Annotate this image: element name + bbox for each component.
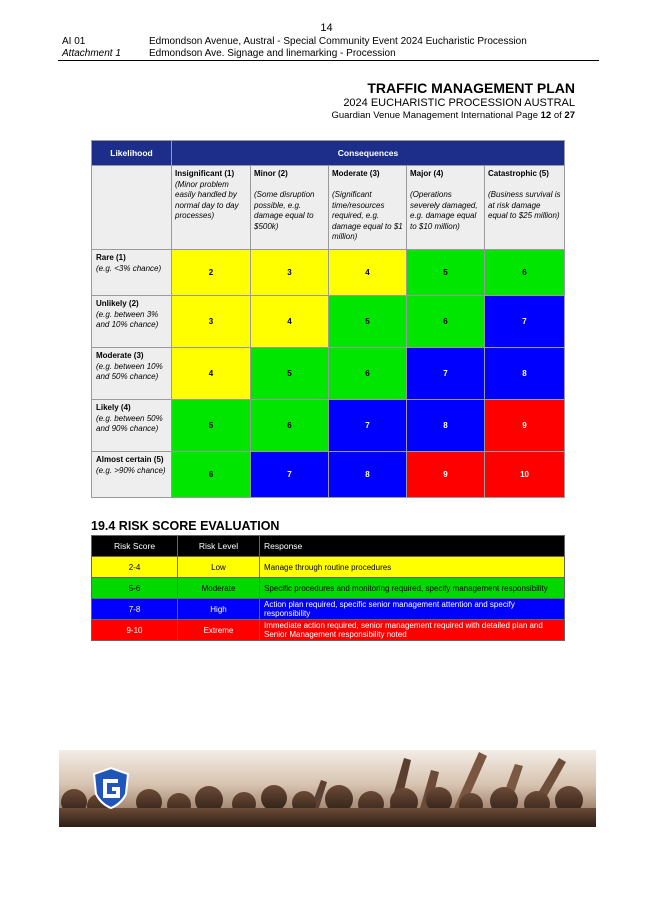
likelihood-unlikely	[92, 296, 172, 348]
consequence-5	[485, 166, 565, 250]
likelihood-name: Almost certain (5)	[96, 455, 164, 464]
matrix-cell: 6	[251, 400, 329, 452]
likelihood-name: Rare (1)	[96, 253, 126, 262]
matrix-cell: 3	[172, 296, 251, 348]
consequence-2	[251, 166, 329, 250]
likelihood-name: Likely (4)	[96, 403, 131, 412]
matrix-cell: 8	[407, 400, 485, 452]
header-divider	[58, 60, 599, 61]
consequence-desc: (Business survival is at risk damage equal to $25 million)	[488, 190, 561, 220]
matrix-cell: 6	[407, 296, 485, 348]
matrix-cell: 6	[172, 452, 251, 498]
consequence-1	[172, 166, 251, 250]
risk-matrix	[91, 140, 565, 498]
header-left	[62, 36, 121, 60]
plan-title: TRAFFIC MANAGEMENT PLAN	[367, 80, 575, 96]
plan-of: of	[553, 110, 562, 121]
matrix-cell: 5	[251, 348, 329, 400]
header-line-2: Edmondson Ave. Signage and linemarking - Procession	[149, 48, 396, 59]
header-ref: AI 01	[62, 36, 86, 47]
matrix-cell: 7	[485, 296, 565, 348]
matrix-cell: 6	[485, 250, 565, 296]
header-right	[149, 36, 527, 60]
consequence-desc: (Operations severely damaged, e.g. damage equal to $10 million)	[410, 190, 478, 231]
matrix-cell: 4	[251, 296, 329, 348]
plan-title-block	[331, 80, 575, 122]
risk-score-cell: 5-6	[92, 578, 178, 599]
consequence-name: Minor (2)	[254, 169, 288, 178]
table-row	[92, 599, 565, 620]
risk-score-table	[91, 535, 565, 641]
plan-subtitle: 2024 EUCHARISTIC PROCESSION AUSTRAL	[343, 97, 575, 109]
likelihood-name: Unlikely (2)	[96, 299, 139, 308]
consequence-desc: (Minor problem easily handled by normal day to day processes)	[175, 179, 239, 220]
matrix-cell: 4	[172, 348, 251, 400]
risk-level-cell: Low	[178, 557, 260, 578]
shield-g-logo-icon	[91, 766, 131, 810]
likelihood-desc: (e.g. between 50% and 90% chance)	[96, 413, 163, 433]
response-cell: Specific procedures and monitoring required, specify management responsibility	[260, 578, 565, 599]
matrix-cell: 10	[485, 452, 565, 498]
consequence-name: Catastrophic (5)	[488, 169, 549, 178]
risk-level-cell: Moderate	[178, 578, 260, 599]
table-row	[92, 620, 565, 641]
likelihood-almost-certain	[92, 452, 172, 498]
matrix-cell: 7	[407, 348, 485, 400]
matrix-cell: 5	[172, 400, 251, 452]
consequence-name: Insignificant (1)	[175, 169, 235, 178]
matrix-cell: 8	[485, 348, 565, 400]
response-cell: Action plan required, specific senior management attention and specify responsibility	[260, 599, 565, 620]
risk-level-cell: High	[178, 599, 260, 620]
consequence-name: Moderate (3)	[332, 169, 380, 178]
consequence-desc: (Some disruption possible, e.g. damage equal to $500k)	[254, 190, 315, 231]
table-row	[92, 578, 565, 599]
matrix-cell: 7	[329, 400, 407, 452]
response-cell: Immediate action required, senior management required with detailed plan and Senior Management responsibility noted	[260, 620, 565, 641]
likelihood-desc: (e.g. <3% chance)	[96, 263, 162, 273]
likelihood-desc: (e.g. >90% chance)	[96, 465, 166, 475]
crowd-silhouette	[59, 750, 596, 827]
risk-level-cell: Extreme	[178, 620, 260, 641]
risk-score-cell: 7-8	[92, 599, 178, 620]
matrix-cell: 2	[172, 250, 251, 296]
likelihood-rare	[92, 250, 172, 296]
matrix-cell: 5	[329, 296, 407, 348]
consequence-desc: (Significant time/resources required, e.g. damage equal to $1 million)	[332, 190, 403, 241]
matrix-cell: 8	[329, 452, 407, 498]
footer-crowd-banner	[59, 750, 596, 827]
response-cell: Manage through routine procedures	[260, 557, 565, 578]
matrix-corner	[92, 166, 172, 250]
likelihood-header: Likelihood	[92, 141, 172, 166]
table-row	[92, 557, 565, 578]
plan-total: 27	[564, 110, 575, 121]
matrix-cell: 3	[251, 250, 329, 296]
col-risk-level: Risk Level	[178, 536, 260, 557]
matrix-cell: 9	[407, 452, 485, 498]
header-line-1: Edmondson Avenue, Austral - Special Community Event 2024 Eucharistic Procession	[149, 36, 527, 47]
header-attachment: Attachment 1	[62, 48, 121, 59]
matrix-cell: 6	[329, 348, 407, 400]
page-number: 14	[320, 22, 333, 34]
col-response: Response	[260, 536, 565, 557]
likelihood-moderate	[92, 348, 172, 400]
matrix-cell: 5	[407, 250, 485, 296]
col-risk-score: Risk Score	[92, 536, 178, 557]
likelihood-likely	[92, 400, 172, 452]
consequence-4	[407, 166, 485, 250]
risk-score-cell: 9-10	[92, 620, 178, 641]
consequence-name: Major (4)	[410, 169, 444, 178]
plan-company: Guardian Venue Management International Page	[331, 110, 538, 121]
consequence-3	[329, 166, 407, 250]
likelihood-desc: (e.g. between 3% and 10% chance)	[96, 309, 159, 329]
matrix-cell: 7	[251, 452, 329, 498]
likelihood-name: Moderate (3)	[96, 351, 144, 360]
likelihood-desc: (e.g. between 10% and 50% chance)	[96, 361, 163, 381]
matrix-cell: 4	[329, 250, 407, 296]
matrix-cell: 9	[485, 400, 565, 452]
risk-score-evaluation-heading: 19.4 RISK SCORE EVALUATION	[91, 519, 280, 533]
plan-page-line	[331, 110, 575, 122]
plan-page: 12	[540, 110, 552, 121]
consequences-header: Consequences	[172, 141, 565, 166]
risk-score-cell: 2-4	[92, 557, 178, 578]
